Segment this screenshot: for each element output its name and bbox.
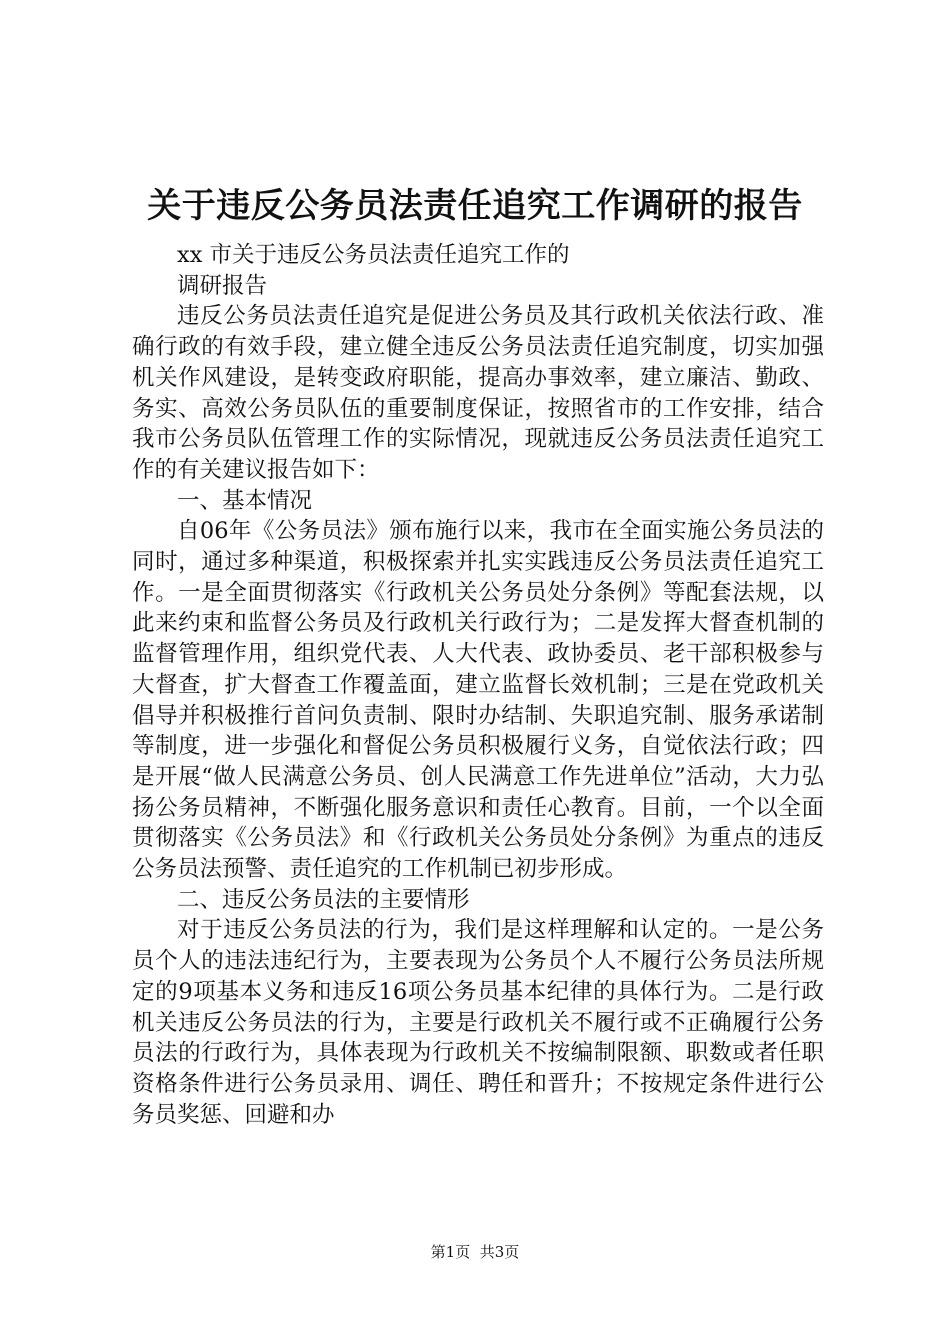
subtitle-line-2: 调研报告: [177, 272, 268, 299]
basic-situation-paragraph: 自06年《公务员法》颁布施行以来，我市在全面实施公务员法的同时，通过多种渠道，积极探索并扎实实践违反公务员法责任追究工作。一是全面贯彻落实《行政机关公务员处分条例》等配套法规，以此来约束和监督公务员及行政机关行政行为；二是发挥大督查机制的监督管理作用，组织党代表、人大代表、政协委员、老干部积极参与大督查，扩大督查工作覆盖面，建立监督长效机制；三是在党政机关倡导并积极推行首问负责制、限时办结制、失职追究制、服务承诺制等制度，进一步强化和督促公务员积极履行义务，自觉依法行政；四是开展“做人民满意公务员、创人民满意工作先进单位”活动，大力弘扬公务员精神，不断强化服务意识和责任心教育。目前，一个以全面贯彻落实《公务员法》和《行政机关公务员处分条例》为重点的违反公务员法预警、责任追究的工作机制已初步形成。: [132, 518, 824, 883]
page-number: 第1页: [430, 1243, 471, 1261]
page-total: 共3页: [479, 1243, 520, 1261]
main-cases-paragraph: 对于违反公务员法的行为，我们是这样理解和认定的。一是公务员个人的违法违纪行为，主要表现为公务员个人不履行公务员法所规定的9项基本义务和违反16项公务员基本纪律的具体行为。二是行政机关违反公务员法的行为，主要是行政机关不履行或不正确履行公务员法的行政行为，具体表现为行政机关不按编制限额、职数或者任职资格条件进行公务员录用、调任、聘任和晋升；不按规定条件进行公务员奖惩、回避和办: [132, 917, 824, 1128]
document-body: [132, 240, 824, 1130]
page-footer: [0, 1242, 950, 1262]
section-heading-basic-situation: 一、基本情况: [177, 487, 313, 514]
footer-separator: [470, 1243, 480, 1261]
document-title: 关于违反公务员法责任追究工作调研的报告: [147, 186, 803, 226]
section-heading-main-cases: 二、违反公务员法的主要情形: [177, 886, 470, 913]
subtitle-line-1: xx 市关于违反公务员法责任追究工作的: [177, 242, 570, 268]
intro-paragraph: 违反公务员法责任追究是促进公务员及其行政机关依法行政、准确行政的有效手段，建立健全违反公务员法责任追究制度，切实加强机关作风建设，是转变政府职能，提高办事效率，建立廉洁、勤政、务实、高效公务员队伍的重要制度保证，按照省市的工作安排，结合我市公务员队伍管理工作的实际情况，现就违反公务员法责任追究工作的有关建议报告如下：: [132, 303, 824, 483]
